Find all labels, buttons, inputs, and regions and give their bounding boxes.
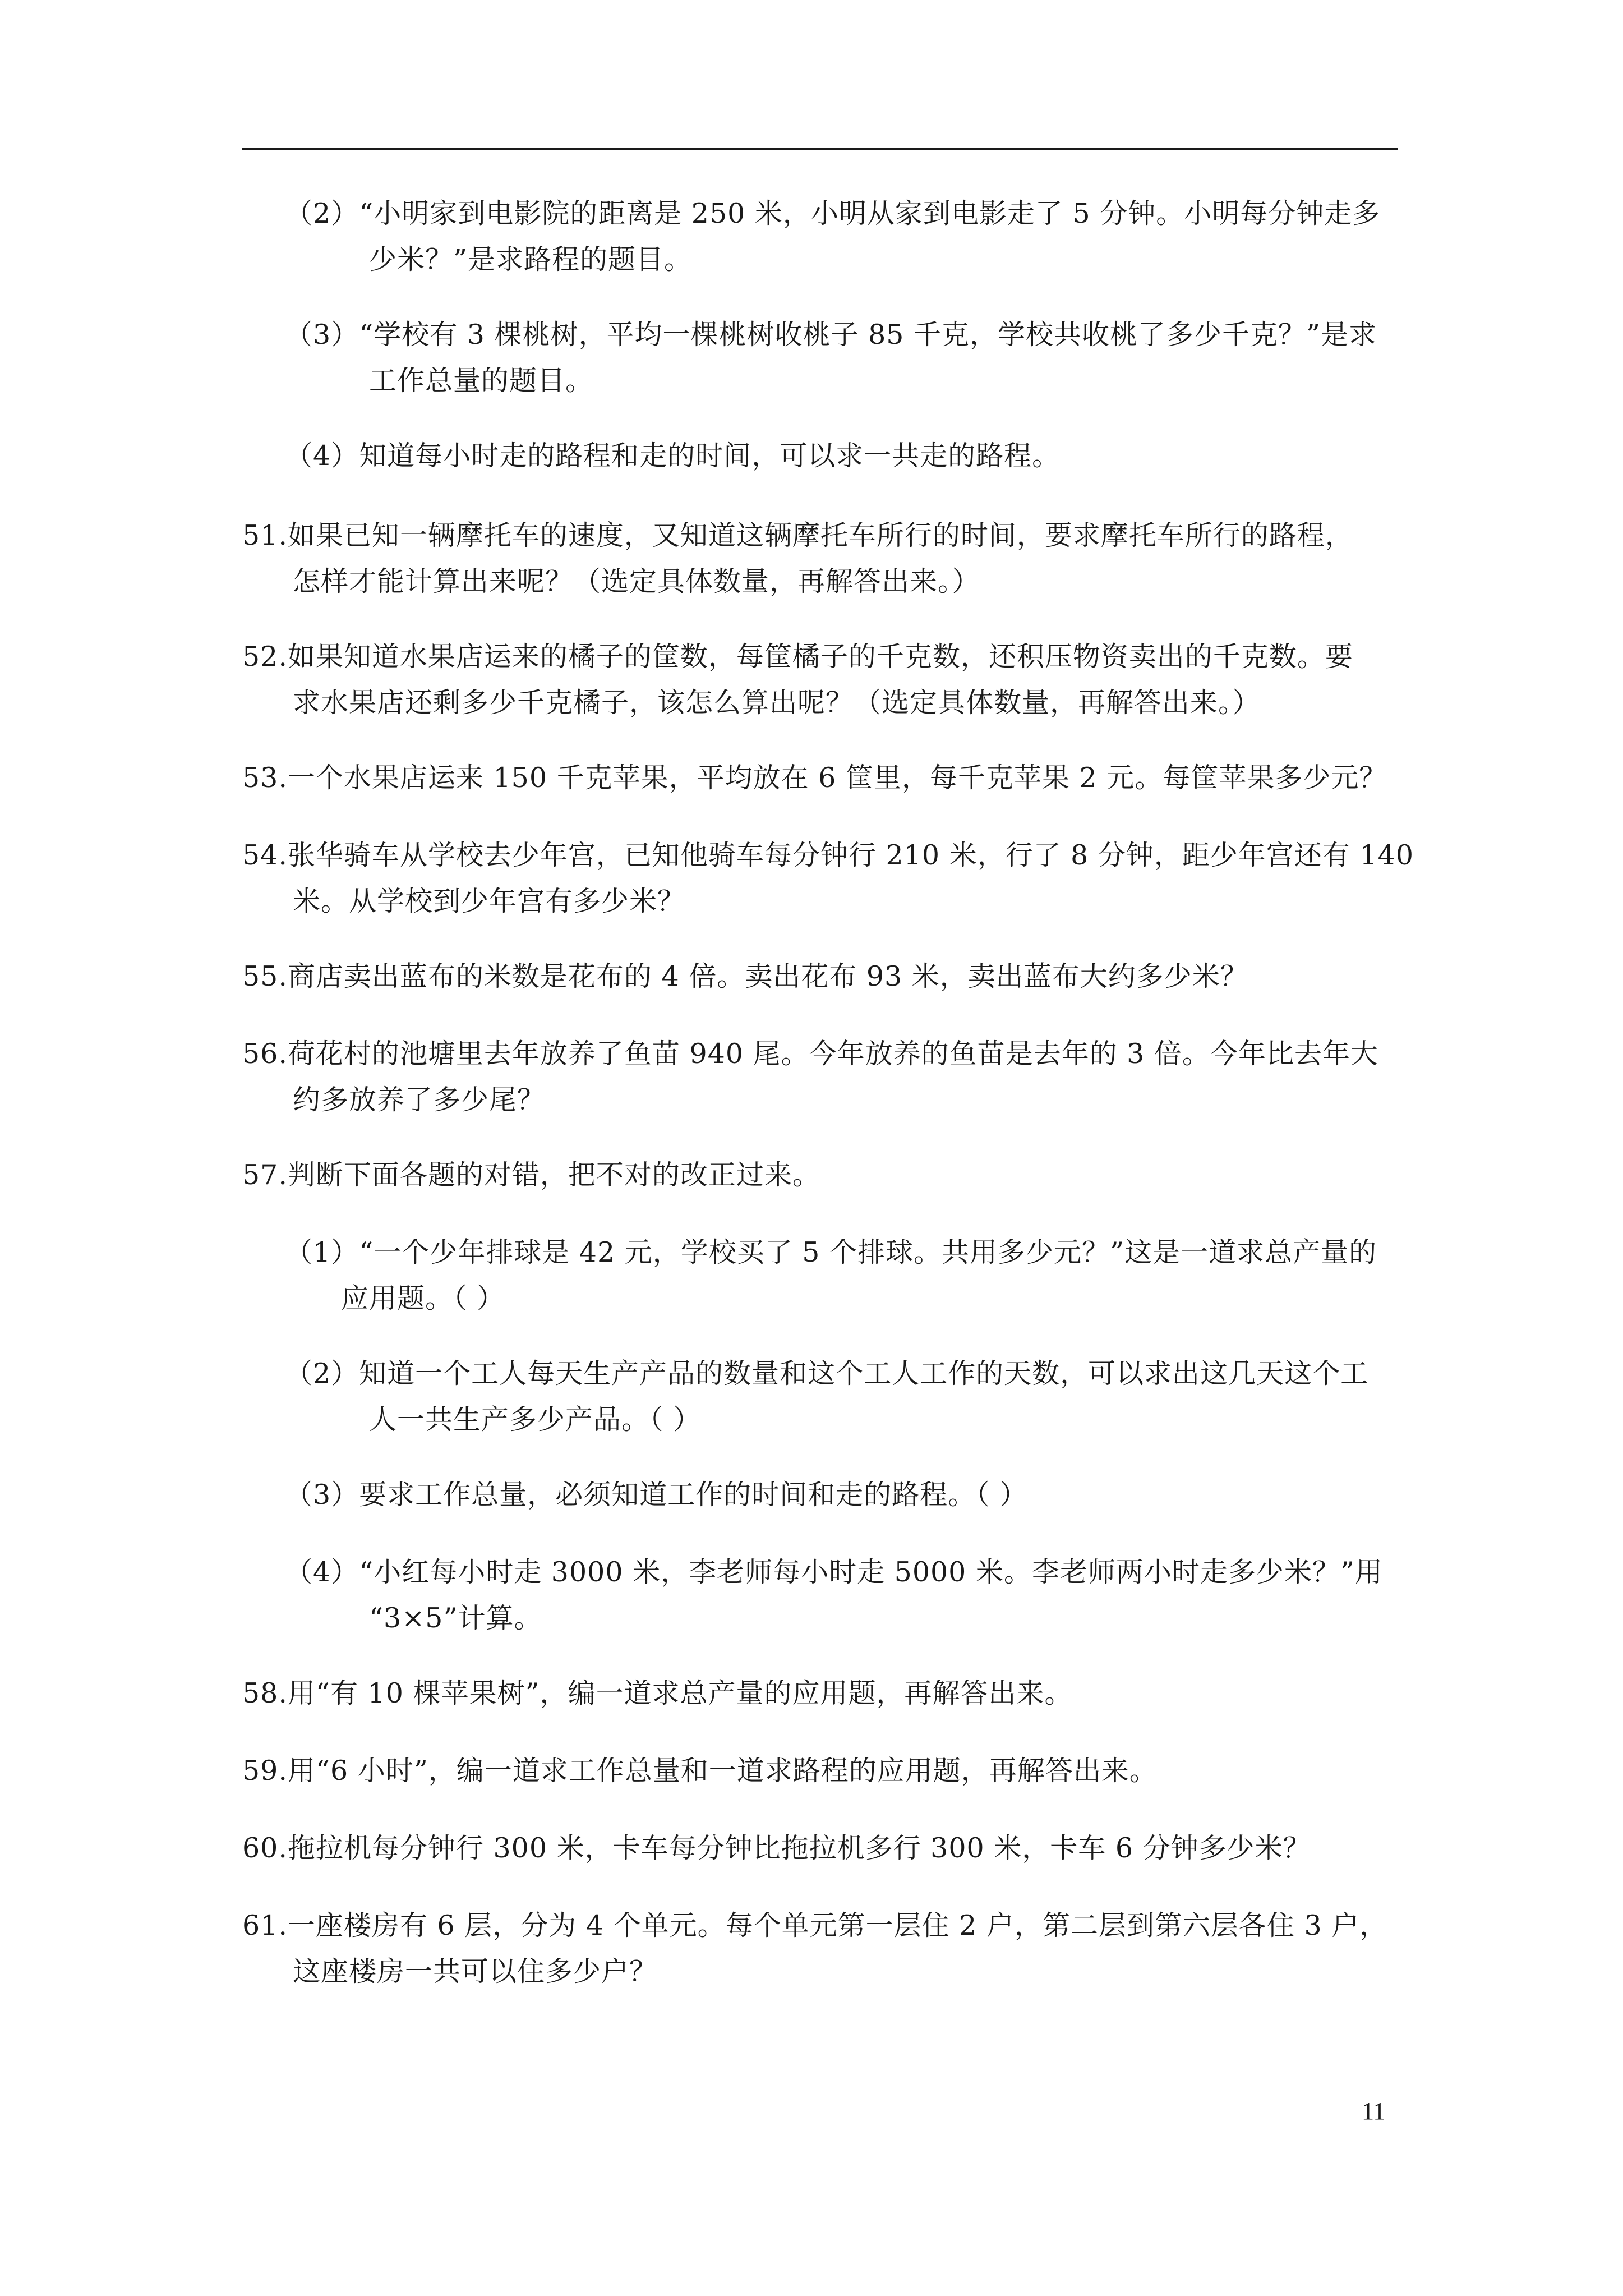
header-rule [242,148,1398,150]
line-1: 56.荷花村的池塘里去年放养了鱼苗 940 尾。今年放养的鱼苗是去年的 3 倍。今年比去年大 [242,1038,1378,1070]
line-2: 这座楼房一共可以住多少户？ [293,1955,658,1987]
question-55 [242,954,1403,1000]
line-2: 怎样才能计算出来呢？（选定具体数量，再解答出来。） [293,565,980,597]
line-1: 54.张华骑车从学校去少年宫，已知他骑车每分钟行 210 米，行了 8 分钟，距少年宫还有 140 [242,839,1414,871]
line-2: 求水果店还剩多少千克橘子，该怎么算出呢？（选定具体数量，再解答出来。） [293,687,1261,719]
line-2: 米。从学校到少年宫有多少米？ [293,885,686,917]
sub-question-2b [242,1351,1403,1443]
line-1: （1）“一个少年排球是 42 元，学校买了 5 个排球。共用多少元？”这是一道求总产量的 [285,1236,1377,1268]
line-1: 55.商店卖出蓝布的米数是花布的 4 倍。卖出花布 93 米，卖出蓝布大约多少米？ [242,960,1248,992]
line-1: （2）知道一个工人每天生产产品的数量和这个工人工作的天数，可以求出这几天这个工 [285,1358,1369,1389]
question-58 [242,1671,1403,1717]
line-2: 工作总量的题目。 [369,365,594,397]
line-1: 53.一个水果店运来 150 千克苹果，平均放在 6 筐里，每千克苹果 2 元。每筐苹果多少元？ [242,762,1387,794]
question-52 [242,634,1403,726]
line-1: （4）知道每小时走的路程和走的时间，可以求一共走的路程。 [285,440,1061,472]
line-1: 60.拖拉机每分钟行 300 米，卡车每分钟比拖拉机多行 300 米，卡车 6 分钟多少米？ [242,1832,1311,1864]
line-1: 59.用“6 小时”，编一道求工作总量和一道求路程的应用题，再解答出来。 [242,1755,1158,1787]
question-59 [242,1748,1403,1794]
sub-question-4a [242,433,1403,479]
line-2: 约多放养了多少尾？ [293,1084,546,1116]
page-number: 11 [1362,2097,1386,2125]
line-1: 57.判断下面各题的对错，把不对的改正过来。 [242,1159,820,1191]
question-61 [242,1903,1403,1995]
sub-question-4b [242,1549,1403,1641]
line-1: （4）“小红每小时走 3000 米，李老师每小时走 5000 米。李老师两小时走多少米？”用 [285,1556,1383,1588]
sub-question-3a [242,312,1403,404]
line-2: 人一共生产多少产品。（ ） [369,1404,702,1435]
question-54 [242,832,1414,924]
sub-question-2a [242,191,1403,283]
question-51 [242,513,1403,605]
line-1: 51.如果已知一辆摩托车的速度，又知道这辆摩托车所行的时间，要求摩托车所行的路程， [242,519,1353,551]
line-1: 52.如果知道水果店运来的橘子的筐数，每筐橘子的千克数，还积压物资卖出的千克数。要 [242,641,1353,673]
line-1: （3）要求工作总量，必须知道工作的时间和走的路程。（ ） [285,1479,1028,1511]
line-1: 61.一座楼房有 6 层，分为 4 个单元。每个单元第一层住 2 户，第二层到第六层各住 3 户， [242,1910,1388,1941]
line-1: （3）“学校有 3 棵桃树，平均一棵桃树收桃子 85 千克，学校共收桃了多少千克？”是求 [285,319,1377,351]
line-2: 应用题。（ ） [341,1282,505,1314]
page-content [242,191,1414,1995]
sub-question-3b [242,1472,1403,1518]
question-56 [242,1031,1403,1123]
line-2: 少米？”是求路程的题目。 [369,243,693,275]
sub-question-1b [242,1230,1403,1322]
line-1: （2）“小明家到电影院的距离是 250 米，小明从家到电影走了 5 分钟。小明每分钟走多 [285,197,1381,229]
question-57 [242,1152,1403,1198]
question-60 [242,1825,1403,1871]
line-1: 58.用“有 10 棵苹果树”，编一道求总产量的应用题，再解答出来。 [242,1677,1073,1709]
question-53 [242,755,1403,801]
line-2: “3×5”计算。 [369,1602,542,1634]
